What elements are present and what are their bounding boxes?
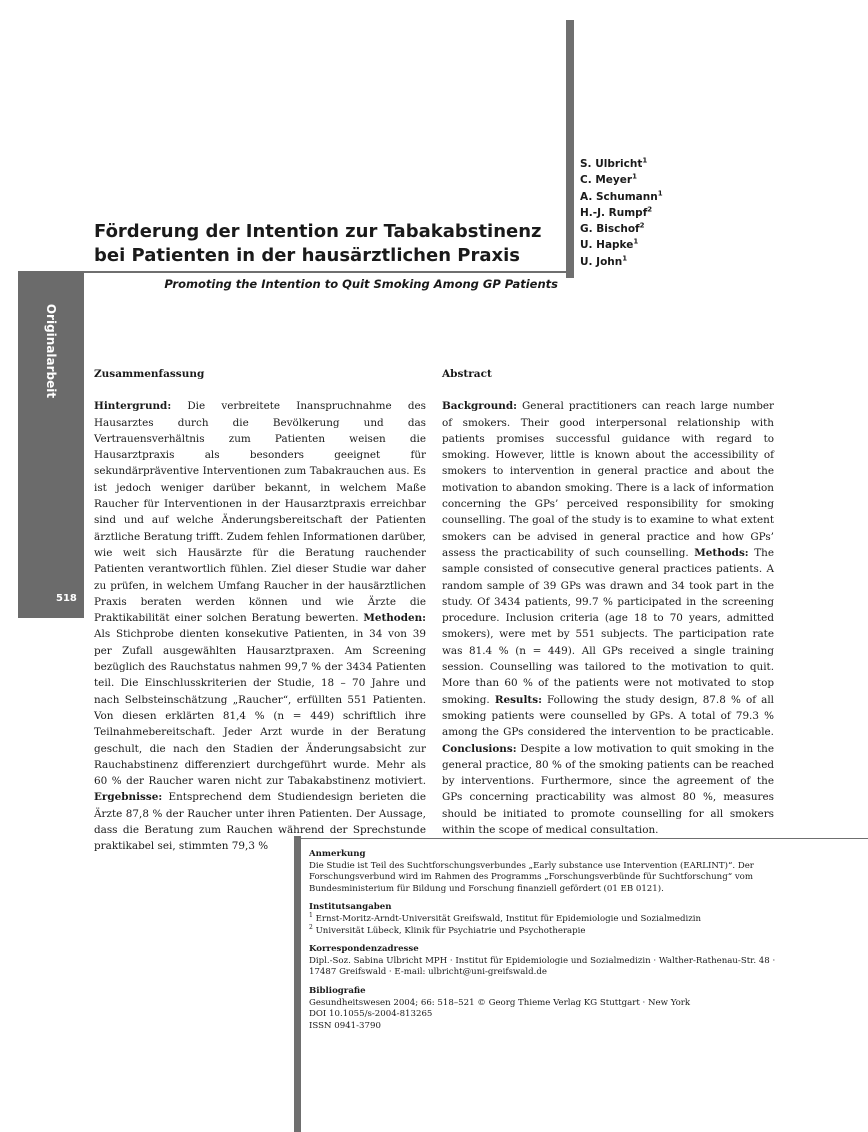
notes-box — [309, 849, 779, 1039]
notes-rule — [301, 838, 868, 839]
notes-vertical-rule — [294, 836, 301, 1132]
author: A. Schumann$^1$ — [580, 189, 663, 203]
article-title: Förderung der Intention zur Tabakabstinenz bei Patienten in der hausärztlichen Praxis — [94, 221, 542, 266]
note-heading: Bibliografie — [309, 985, 366, 996]
note-text: Die Studie ist Teil des Suchtforschungsverbundes „Early substance use Intervention (EARLINT)“. Der Forschungsverbund wird im Rahmen des Programms „Forschungsverbünde für Suchtforschung“ vom Bundesministerium für Bildung und Forschung finanziell gefördert (01 EB 0121). — [309, 860, 754, 894]
page-number: 518 — [56, 593, 77, 604]
author: S. Ulbricht$^1$ — [580, 156, 648, 170]
note-korrespondenz — [309, 944, 779, 979]
issn-line: ISSN 0941-3790 — [309, 1020, 381, 1031]
section-tab — [18, 271, 84, 618]
author-list — [580, 156, 663, 270]
affiliation: $^2$ Universität Lübeck, Klinik für Psychiatrie und Psychotherapie — [309, 923, 586, 936]
section-label: Originalarbeit — [44, 303, 59, 399]
note-bibliografie — [309, 986, 779, 1032]
abstract-column — [442, 366, 774, 838]
abstract-text: Background: General practitioners can reach large number of smokers. Their good interpersonal relationship with patients promises successful guidance with regard to smoking. However, little is known about the accessibility of smokers to intervention in general practice and about the motivation to abandon smoking. There is a lack of information concerning the GPs’ perceived responsibility for smoking counselling. The goal of the study is to examine to what extent smokers can be advised in general practice and how GPs’ assess the practicability of such counselling. Methods: The sample consisted of consecutive general practices patients. A random sample of 39 GPs was drawn and 34 took part in the study. Of 3434 patients, 99.7 % participated in the screening procedure. Inclusion criteria (age 18 to 70 years, admitted smokers), were met by 551 subjects. The participation rate was 81.4 % (n = 449). All GPs received a single training session. Counselling was tailored to the motivation to quit. More than 60 % of the patients were not motivated to stop smoking. Results: Following the study design, 87.8 % of all smoking patients were counselled by GPs. A total of 79.3 % among the GPs considered the intervention to be practicable. Conclusions: Despite a low motivation to quit smoking in the general practice, 80 % of the smoking patients can be reached by interventions. Furthermore, since the agreement of the GPs concerning practicability was almost 80 %, measures should be initiated to promote counselling for all smokers within the scope of medical consultation. — [442, 400, 775, 837]
citation-line: Gesundheitswesen 2004; 66: 518–521 © Georg Thieme Verlag KG Stuttgart · New York — [309, 997, 691, 1008]
affiliation: $^1$ Ernst-Moritz-Arndt-Universität Greifswald, Institut für Epidemiologie und Sozialmedizin — [309, 912, 702, 924]
note-anmerkung — [309, 849, 779, 895]
author: C. Meyer$^1$ — [580, 172, 637, 187]
english-subtitle: Promoting the Intention to Quit Smoking Among GP Patients — [164, 277, 558, 291]
author: U. Hapke$^1$ — [580, 237, 639, 252]
note-text: Dipl.-Soz. Sabina Ulbricht MPH · Institut für Epidemiologie und Sozialmedizin · Walther-Rathenau-Str. 48 · 17487 Greifswald · E-mail: ulbricht@uni-greifswald.de — [309, 955, 776, 978]
note-heading: Anmerkung — [309, 849, 366, 859]
author: H.-J. Rumpf$^2$ — [580, 205, 653, 219]
note-institutsangaben — [309, 902, 779, 937]
zusammenfassung-heading: Zusammenfassung — [94, 368, 205, 380]
zusammenfassung-column — [94, 366, 426, 855]
note-heading: Institutsangaben — [309, 902, 392, 913]
title-rule — [84, 271, 574, 273]
author: G. Bischof$^2$ — [580, 221, 645, 236]
zusammenfassung-text: Hintergrund: Die verbreitete Inanspruchnahme des Hausarztes durch die Bevölkerung und das Vertrauensverhältnis zum Patienten weisen die Hausarztpraxis als besonders geeignet für sekundärpräventive Interventionen zum Tabakrauchen aus. Es ist jedoch weniger darüber bekannt, in welchem Maße Raucher für Interventionen in der Hausarztpraxis erreichbar sind und auf welche Änderungsbereitschaft der Patienten ärztliche Beratung trifft. Zudem fehlen Informationen darüber, wie weit sich Hausärzte für die Beratung rauchender Patienten verantwortlich fühlen. Ziel dieser Studie war daher zu prüfen, in welchem Umfang Raucher in der hausärztlichen Praxis beraten werden können und wie Ärzte die Praktikabilität einer solchen Beratung bewerten. Methoden: Als Stichprobe dienten konsekutive Patienten, in 34 von 39 per Zufall ausgewählten Hausarztpraxen. Am Screening bezüglich des Rauchstatus nahmen 99,7 % der 3434 Patienten teil. Die Einschlusskriterien der Studie, 18 – 70 Jahre und nach Selbsteinschätzung „Raucher“, erfüllten 551 Patienten. Von diesen erklärten 81,4 % (n = 449) schriftlich ihre Teilnahmebereitschaft. Jeder Arzt wurde in der Beratung geschult, die nach den Stadien der Änderungsabsicht zur Rauchabstinenz differenziert durchgeführt wurde. Mehr als 60 % der Raucher waren nicht zur Tabakabstinenz motiviert. Ergebnisse: Entsprechend dem Studiendesign berieten die Ärzte 87,8 % der Raucher unter ihren Patienten. Der Aussage, dass die Beratung zum Rauchen während der Sprechstunde praktikabel sei, stimmten 79,3 % — [94, 400, 426, 853]
doi-line: DOI 10.1055/s-2004-813265 — [309, 1009, 433, 1020]
author: U. John$^1$ — [580, 254, 628, 268]
header-vertical-rule — [566, 20, 574, 278]
abstract-heading: Abstract — [442, 368, 492, 380]
note-heading: Korrespondenzadresse — [309, 944, 419, 955]
